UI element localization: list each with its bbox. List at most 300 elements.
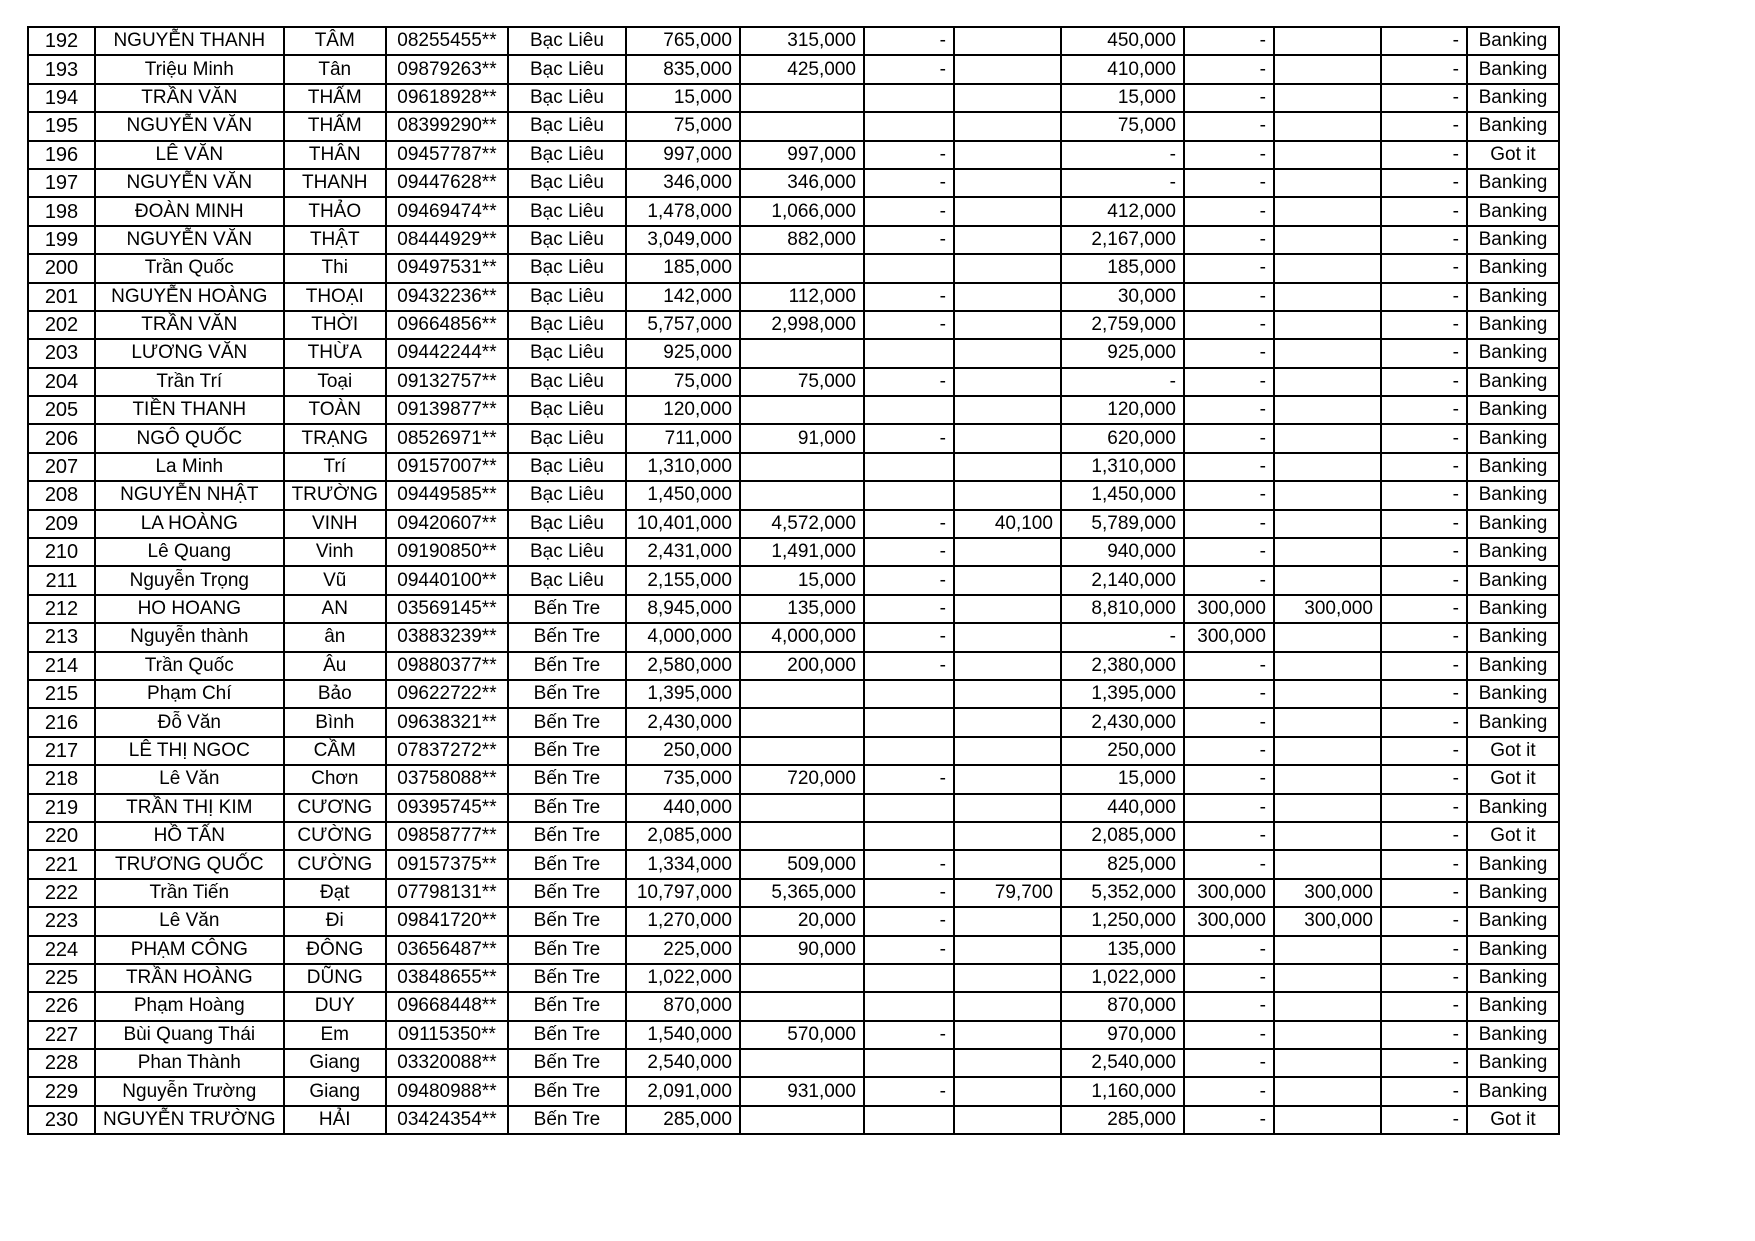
total-amount-cell: 185,000 xyxy=(626,254,740,282)
dash-cell: - xyxy=(1381,936,1467,964)
table-row xyxy=(28,141,1559,169)
dash-cell: - xyxy=(864,652,954,680)
amount-cell: 2,380,000 xyxy=(1061,652,1184,680)
table-row xyxy=(28,1106,1559,1134)
amount-cell: 5,352,000 xyxy=(1061,879,1184,907)
dash-cell: - xyxy=(864,368,954,396)
payment-method-cell: Got it xyxy=(1467,141,1559,169)
payment-method-cell: Banking xyxy=(1467,964,1559,992)
amount-cell: 91,000 xyxy=(740,424,864,452)
dash-cell: - xyxy=(1381,169,1467,197)
last-name-cell: Phạm Chí xyxy=(95,680,284,708)
amount-cell xyxy=(954,424,1061,452)
amount-cell: - xyxy=(1184,680,1274,708)
amount-cell: - xyxy=(1184,510,1274,538)
first-name-cell: Em xyxy=(284,1021,386,1049)
dash-cell: - xyxy=(1381,55,1467,83)
last-name-cell: Lê Văn xyxy=(95,907,284,935)
amount-cell xyxy=(1274,55,1381,83)
total-amount-cell: 5,757,000 xyxy=(626,311,740,339)
table-row xyxy=(28,510,1559,538)
province-cell: Bạc Liêu xyxy=(508,197,626,225)
amount-cell: 410,000 xyxy=(1061,55,1184,83)
total-amount-cell: 8,945,000 xyxy=(626,595,740,623)
province-cell: Bến Tre xyxy=(508,964,626,992)
total-amount-cell: 735,000 xyxy=(626,765,740,793)
amount-cell xyxy=(1274,992,1381,1020)
last-name-cell: Phan Thành xyxy=(95,1049,284,1077)
amount-cell: - xyxy=(1061,169,1184,197)
amount-cell: - xyxy=(1184,197,1274,225)
amount-cell xyxy=(740,822,864,850)
dash-cell: - xyxy=(1381,822,1467,850)
phone-cell: 09618928** xyxy=(386,84,508,112)
table-row xyxy=(28,84,1559,112)
province-cell: Bạc Liêu xyxy=(508,424,626,452)
phone-cell: 03656487** xyxy=(386,936,508,964)
dash-cell: - xyxy=(1381,708,1467,736)
table-row xyxy=(28,197,1559,225)
last-name-cell: NGUYỄN HOÀNG xyxy=(95,283,284,311)
amount-cell: 120,000 xyxy=(1061,396,1184,424)
last-name-cell: ĐOÀN MINH xyxy=(95,197,284,225)
payment-method-cell: Banking xyxy=(1467,481,1559,509)
first-name-cell: CƯỜNG xyxy=(284,822,386,850)
amount-cell: - xyxy=(1184,396,1274,424)
first-name-cell: AN xyxy=(284,595,386,623)
table-row xyxy=(28,737,1559,765)
row-number: 215 xyxy=(28,680,95,708)
amount-cell xyxy=(954,964,1061,992)
amount-cell: - xyxy=(1184,84,1274,112)
last-name-cell: TRẦN VĂN xyxy=(95,84,284,112)
total-amount-cell: 120,000 xyxy=(626,396,740,424)
amount-cell: 1,250,000 xyxy=(1061,907,1184,935)
amount-cell: 1,491,000 xyxy=(740,538,864,566)
amount-cell xyxy=(1274,84,1381,112)
total-amount-cell: 1,540,000 xyxy=(626,1021,740,1049)
last-name-cell: LA HOÀNG xyxy=(95,510,284,538)
amount-cell: - xyxy=(1184,765,1274,793)
payment-method-cell: Banking xyxy=(1467,566,1559,594)
total-amount-cell: 835,000 xyxy=(626,55,740,83)
amount-cell: - xyxy=(1184,481,1274,509)
amount-cell: 300,000 xyxy=(1184,879,1274,907)
total-amount-cell: 4,000,000 xyxy=(626,623,740,651)
row-number: 219 xyxy=(28,794,95,822)
table-row xyxy=(28,1021,1559,1049)
amount-cell: 940,000 xyxy=(1061,538,1184,566)
province-cell: Bạc Liêu xyxy=(508,510,626,538)
province-cell: Bến Tre xyxy=(508,1049,626,1077)
dash-cell: - xyxy=(1381,794,1467,822)
first-name-cell: Bình xyxy=(284,708,386,736)
dash-cell: - xyxy=(864,765,954,793)
first-name-cell: ân xyxy=(284,623,386,651)
amount-cell: - xyxy=(1184,708,1274,736)
province-cell: Bến Tre xyxy=(508,623,626,651)
table-row xyxy=(28,765,1559,793)
amount-cell: - xyxy=(1184,1049,1274,1077)
payment-method-cell: Banking xyxy=(1467,27,1559,55)
amount-cell: 4,572,000 xyxy=(740,510,864,538)
province-cell: Bạc Liêu xyxy=(508,27,626,55)
amount-cell: 1,022,000 xyxy=(1061,964,1184,992)
amount-cell: 2,998,000 xyxy=(740,311,864,339)
dash-cell xyxy=(864,1106,954,1134)
last-name-cell: HỒ TẤN xyxy=(95,822,284,850)
last-name-cell: TRẦN VĂN xyxy=(95,311,284,339)
amount-cell: - xyxy=(1184,453,1274,481)
amount-cell xyxy=(954,112,1061,140)
amount-cell xyxy=(1274,481,1381,509)
phone-cell: 09157375** xyxy=(386,850,508,878)
row-number: 210 xyxy=(28,538,95,566)
row-number: 204 xyxy=(28,368,95,396)
row-number: 214 xyxy=(28,652,95,680)
province-cell: Bến Tre xyxy=(508,765,626,793)
dash-cell: - xyxy=(1381,964,1467,992)
dash-cell: - xyxy=(1381,254,1467,282)
amount-cell: 570,000 xyxy=(740,1021,864,1049)
first-name-cell: CẦM xyxy=(284,737,386,765)
dash-cell: - xyxy=(864,566,954,594)
first-name-cell: VINH xyxy=(284,510,386,538)
phone-cell: 03569145** xyxy=(386,595,508,623)
amount-cell: 135,000 xyxy=(1061,936,1184,964)
dash-cell: - xyxy=(1381,339,1467,367)
dash-cell: - xyxy=(1381,595,1467,623)
amount-cell: 5,365,000 xyxy=(740,879,864,907)
row-number: 193 xyxy=(28,55,95,83)
table-row xyxy=(28,652,1559,680)
dash-cell xyxy=(864,339,954,367)
payment-method-cell: Banking xyxy=(1467,1021,1559,1049)
amount-cell: 882,000 xyxy=(740,226,864,254)
table-body xyxy=(28,27,1559,1134)
dash-cell: - xyxy=(1381,311,1467,339)
amount-cell: 1,395,000 xyxy=(1061,680,1184,708)
row-number: 223 xyxy=(28,907,95,935)
last-name-cell: Trần Quốc xyxy=(95,652,284,680)
dash-cell: - xyxy=(864,169,954,197)
amount-cell: 1,310,000 xyxy=(1061,453,1184,481)
table-row xyxy=(28,226,1559,254)
dash-cell: - xyxy=(864,510,954,538)
amount-cell xyxy=(1274,424,1381,452)
last-name-cell: La Minh xyxy=(95,453,284,481)
table-row xyxy=(28,1077,1559,1105)
amount-cell: 620,000 xyxy=(1061,424,1184,452)
amount-cell xyxy=(740,481,864,509)
amount-cell: 75,000 xyxy=(740,368,864,396)
row-number: 200 xyxy=(28,254,95,282)
row-number: 226 xyxy=(28,992,95,1020)
amount-cell xyxy=(954,907,1061,935)
table-row xyxy=(28,311,1559,339)
dash-cell xyxy=(864,254,954,282)
phone-cell: 03758088** xyxy=(386,765,508,793)
amount-cell xyxy=(954,623,1061,651)
row-number: 222 xyxy=(28,879,95,907)
total-amount-cell: 2,091,000 xyxy=(626,1077,740,1105)
total-amount-cell: 2,155,000 xyxy=(626,566,740,594)
first-name-cell: Đi xyxy=(284,907,386,935)
dash-cell xyxy=(864,992,954,1020)
row-number: 227 xyxy=(28,1021,95,1049)
payment-method-cell: Banking xyxy=(1467,254,1559,282)
last-name-cell: Lê Văn xyxy=(95,765,284,793)
row-number: 205 xyxy=(28,396,95,424)
amount-cell xyxy=(1274,1077,1381,1105)
province-cell: Bến Tre xyxy=(508,822,626,850)
province-cell: Bạc Liêu xyxy=(508,283,626,311)
payment-method-cell: Banking xyxy=(1467,169,1559,197)
first-name-cell: THANH xyxy=(284,169,386,197)
amount-cell xyxy=(954,169,1061,197)
amount-cell: - xyxy=(1184,850,1274,878)
last-name-cell: TIỀN THANH xyxy=(95,396,284,424)
dash-cell: - xyxy=(864,1077,954,1105)
dash-cell xyxy=(864,112,954,140)
row-number: 213 xyxy=(28,623,95,651)
amount-cell: 2,085,000 xyxy=(1061,822,1184,850)
row-number: 207 xyxy=(28,453,95,481)
amount-cell: 300,000 xyxy=(1274,595,1381,623)
payment-method-cell: Banking xyxy=(1467,283,1559,311)
province-cell: Bạc Liêu xyxy=(508,538,626,566)
total-amount-cell: 1,334,000 xyxy=(626,850,740,878)
row-number: 197 xyxy=(28,169,95,197)
table-row xyxy=(28,396,1559,424)
amount-cell: 250,000 xyxy=(1061,737,1184,765)
amount-cell xyxy=(954,737,1061,765)
dash-cell: - xyxy=(1381,1049,1467,1077)
province-cell: Bến Tre xyxy=(508,992,626,1020)
amount-cell xyxy=(954,283,1061,311)
last-name-cell: Đỗ Văn xyxy=(95,708,284,736)
phone-cell: 09157007** xyxy=(386,453,508,481)
payment-method-cell: Got it xyxy=(1467,822,1559,850)
amount-cell xyxy=(954,254,1061,282)
first-name-cell: THẤM xyxy=(284,112,386,140)
dash-cell: - xyxy=(864,424,954,452)
last-name-cell: NGUYỄN TRƯỜNG xyxy=(95,1106,284,1134)
amount-cell xyxy=(740,1049,864,1077)
amount-cell: 2,140,000 xyxy=(1061,566,1184,594)
province-cell: Bến Tre xyxy=(508,680,626,708)
total-amount-cell: 870,000 xyxy=(626,992,740,1020)
phone-cell: 03848655** xyxy=(386,964,508,992)
dash-cell: - xyxy=(1381,368,1467,396)
first-name-cell: Vinh xyxy=(284,538,386,566)
amount-cell xyxy=(954,1077,1061,1105)
row-number: 221 xyxy=(28,850,95,878)
row-number: 211 xyxy=(28,566,95,594)
amount-cell: - xyxy=(1184,283,1274,311)
amount-cell: - xyxy=(1184,538,1274,566)
amount-cell: 997,000 xyxy=(740,141,864,169)
dash-cell: - xyxy=(1381,283,1467,311)
dash-cell xyxy=(864,84,954,112)
row-number: 195 xyxy=(28,112,95,140)
amount-cell: 15,000 xyxy=(740,566,864,594)
amount-cell: - xyxy=(1184,1021,1274,1049)
phone-cell: 09139877** xyxy=(386,396,508,424)
amount-cell xyxy=(740,680,864,708)
payment-method-cell: Banking xyxy=(1467,652,1559,680)
phone-cell: 09115350** xyxy=(386,1021,508,1049)
table-row xyxy=(28,283,1559,311)
dash-cell: - xyxy=(1381,481,1467,509)
table-row xyxy=(28,680,1559,708)
amount-cell: - xyxy=(1184,964,1274,992)
amount-cell: 285,000 xyxy=(1061,1106,1184,1134)
amount-cell xyxy=(1274,368,1381,396)
amount-cell xyxy=(954,765,1061,793)
dash-cell: - xyxy=(1381,1077,1467,1105)
first-name-cell: Trí xyxy=(284,453,386,481)
amount-cell xyxy=(740,254,864,282)
province-cell: Bến Tre xyxy=(508,879,626,907)
phone-cell: 09440100** xyxy=(386,566,508,594)
province-cell: Bến Tre xyxy=(508,708,626,736)
total-amount-cell: 15,000 xyxy=(626,84,740,112)
phone-cell: 03883239** xyxy=(386,623,508,651)
amount-cell: 509,000 xyxy=(740,850,864,878)
dash-cell: - xyxy=(864,141,954,169)
table-row xyxy=(28,992,1559,1020)
phone-cell: 08399290** xyxy=(386,112,508,140)
row-number: 192 xyxy=(28,27,95,55)
phone-cell: 03320088** xyxy=(386,1049,508,1077)
province-cell: Bến Tre xyxy=(508,907,626,935)
amount-cell xyxy=(1274,112,1381,140)
phone-cell: 07798131** xyxy=(386,879,508,907)
amount-cell xyxy=(1274,794,1381,822)
province-cell: Bạc Liêu xyxy=(508,84,626,112)
dash-cell: - xyxy=(1381,850,1467,878)
phone-cell: 09442244** xyxy=(386,339,508,367)
total-amount-cell: 3,049,000 xyxy=(626,226,740,254)
first-name-cell: THẤM xyxy=(284,84,386,112)
payment-method-cell: Banking xyxy=(1467,1049,1559,1077)
dash-cell: - xyxy=(1381,396,1467,424)
dash-cell: - xyxy=(1381,453,1467,481)
dash-cell xyxy=(864,964,954,992)
amount-cell xyxy=(1274,396,1381,424)
dash-cell: - xyxy=(1381,424,1467,452)
phone-cell: 09420607** xyxy=(386,510,508,538)
row-number: 224 xyxy=(28,936,95,964)
amount-cell: 931,000 xyxy=(740,1077,864,1105)
amount-cell: - xyxy=(1184,55,1274,83)
first-name-cell: THẬT xyxy=(284,226,386,254)
amount-cell: 135,000 xyxy=(740,595,864,623)
last-name-cell: NGUYỄN THANH xyxy=(95,27,284,55)
amount-cell: 300,000 xyxy=(1184,623,1274,651)
payment-method-cell: Got it xyxy=(1467,765,1559,793)
amount-cell: 1,066,000 xyxy=(740,197,864,225)
province-cell: Bạc Liêu xyxy=(508,396,626,424)
province-cell: Bạc Liêu xyxy=(508,368,626,396)
total-amount-cell: 1,022,000 xyxy=(626,964,740,992)
amount-cell xyxy=(740,339,864,367)
dash-cell: - xyxy=(864,623,954,651)
dash-cell: - xyxy=(1381,1021,1467,1049)
phone-cell: 09395745** xyxy=(386,794,508,822)
dash-cell: - xyxy=(864,936,954,964)
first-name-cell: CƯƠNG xyxy=(284,794,386,822)
payment-method-cell: Banking xyxy=(1467,1077,1559,1105)
total-amount-cell: 2,580,000 xyxy=(626,652,740,680)
first-name-cell: Bảo xyxy=(284,680,386,708)
dash-cell: - xyxy=(1381,879,1467,907)
first-name-cell: CƯỜNG xyxy=(284,850,386,878)
amount-cell: 2,759,000 xyxy=(1061,311,1184,339)
amount-cell: 30,000 xyxy=(1061,283,1184,311)
phone-cell: 09432236** xyxy=(386,283,508,311)
first-name-cell: TRẠNG xyxy=(284,424,386,452)
payment-method-cell: Banking xyxy=(1467,936,1559,964)
table-row xyxy=(28,453,1559,481)
payment-method-cell: Banking xyxy=(1467,879,1559,907)
payment-method-cell: Banking xyxy=(1467,850,1559,878)
amount-cell: 425,000 xyxy=(740,55,864,83)
dash-cell: - xyxy=(864,197,954,225)
total-amount-cell: 765,000 xyxy=(626,27,740,55)
last-name-cell: Nguyễn Trường xyxy=(95,1077,284,1105)
phone-cell: 09622722** xyxy=(386,680,508,708)
last-name-cell: HO HOANG xyxy=(95,595,284,623)
table-row xyxy=(28,27,1559,55)
payment-method-cell: Banking xyxy=(1467,680,1559,708)
last-name-cell: Trần Quốc xyxy=(95,254,284,282)
first-name-cell: TRƯỜNG xyxy=(284,481,386,509)
amount-cell: 300,000 xyxy=(1274,879,1381,907)
amount-cell: 5,789,000 xyxy=(1061,510,1184,538)
amount-cell: 925,000 xyxy=(1061,339,1184,367)
row-number: 220 xyxy=(28,822,95,850)
amount-cell: 2,540,000 xyxy=(1061,1049,1184,1077)
amount-cell xyxy=(954,1106,1061,1134)
amount-cell xyxy=(954,538,1061,566)
amount-cell: 970,000 xyxy=(1061,1021,1184,1049)
first-name-cell: THỜI xyxy=(284,311,386,339)
last-name-cell: Trần Trí xyxy=(95,368,284,396)
dash-cell xyxy=(864,822,954,850)
total-amount-cell: 142,000 xyxy=(626,283,740,311)
payment-method-cell: Banking xyxy=(1467,112,1559,140)
payment-method-cell: Banking xyxy=(1467,794,1559,822)
table-row xyxy=(28,368,1559,396)
total-amount-cell: 2,085,000 xyxy=(626,822,740,850)
last-name-cell: LÊ VĂN xyxy=(95,141,284,169)
table-row xyxy=(28,538,1559,566)
phone-cell: 09880377** xyxy=(386,652,508,680)
amount-cell xyxy=(1274,1049,1381,1077)
amount-cell xyxy=(954,595,1061,623)
amount-cell xyxy=(740,1106,864,1134)
amount-cell: 315,000 xyxy=(740,27,864,55)
amount-cell: - xyxy=(1184,339,1274,367)
last-name-cell: PHẠM CÔNG xyxy=(95,936,284,964)
amount-cell xyxy=(954,652,1061,680)
payment-method-cell: Banking xyxy=(1467,84,1559,112)
last-name-cell: Nguyễn Trọng xyxy=(95,566,284,594)
total-amount-cell: 1,450,000 xyxy=(626,481,740,509)
amount-cell xyxy=(1274,566,1381,594)
